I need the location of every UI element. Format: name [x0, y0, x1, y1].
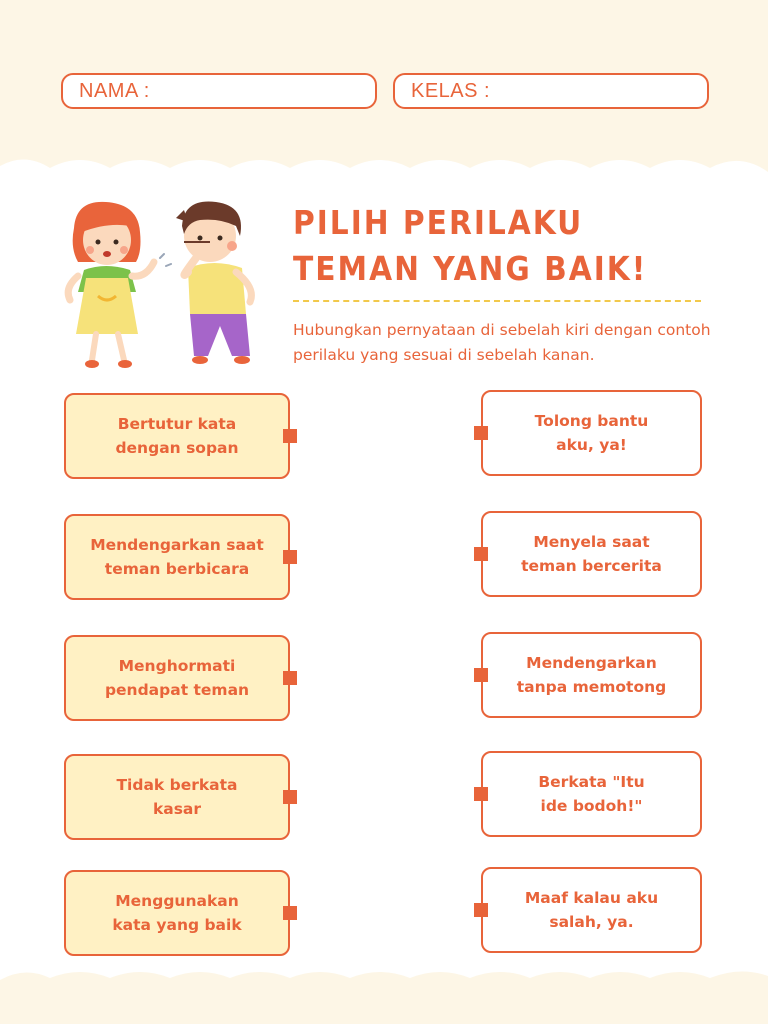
left-card-4[interactable] [64, 754, 290, 840]
connector-dot[interactable] [474, 668, 488, 682]
girl-figure [68, 202, 171, 368]
left-card-text: Menggunakan kata yang baik [112, 892, 242, 934]
title-line-1: PILIH PERILAKU [293, 203, 584, 242]
instruction-text: Hubungkan pernyataan di sebelah kiri dengan contoh perilaku yang sesuai di sebelah kanan. [293, 321, 711, 364]
connector-dot[interactable] [474, 903, 488, 917]
bottom-scalloped-band [0, 966, 768, 1024]
boy-figure [176, 202, 251, 365]
connector-dot[interactable] [474, 426, 488, 440]
right-card-text: Maaf kalau aku salah, ya. [524, 889, 659, 931]
children-illustration [60, 196, 270, 372]
class-field[interactable] [393, 73, 709, 109]
right-card-text: Berkata "Itu ide bodoh!" [538, 773, 645, 815]
connector-dot[interactable] [283, 671, 297, 685]
left-card-3[interactable] [64, 635, 290, 721]
right-card-text: Tolong bantu aku, ya! [534, 412, 649, 454]
right-card-3[interactable] [481, 632, 702, 718]
left-card-5[interactable] [64, 870, 290, 956]
left-card-2[interactable] [64, 514, 290, 600]
name-field[interactable] [61, 73, 377, 109]
right-card-1[interactable] [481, 390, 702, 476]
connector-dot[interactable] [283, 790, 297, 804]
worksheet-title [293, 200, 733, 292]
connector-dot[interactable] [474, 787, 488, 801]
left-card-text: Menghormati pendapat teman [104, 657, 250, 699]
left-card-text: Bertutur kata dengan sopan [115, 415, 239, 457]
class-label: KELAS : [411, 79, 491, 102]
title-line-2: TEMAN YANG BAIK! [293, 249, 648, 288]
right-card-text: Mendengarkan tanpa memotong [516, 654, 667, 696]
connector-dot[interactable] [474, 547, 488, 561]
right-card-4[interactable] [481, 751, 702, 837]
right-card-2[interactable] [481, 511, 702, 597]
connector-dot[interactable] [283, 906, 297, 920]
right-card-text: Menyela saat teman bercerita [521, 533, 662, 575]
left-card-text: Tidak berkata kasar [116, 776, 238, 818]
left-card-text: Mendengarkan saat teman berbicara [90, 536, 264, 578]
connector-dot[interactable] [283, 550, 297, 564]
left-card-1[interactable] [64, 393, 290, 479]
dashed-divider [293, 300, 701, 302]
right-card-5[interactable] [481, 867, 702, 953]
connector-dot[interactable] [283, 429, 297, 443]
name-label: NAMA : [79, 79, 150, 102]
